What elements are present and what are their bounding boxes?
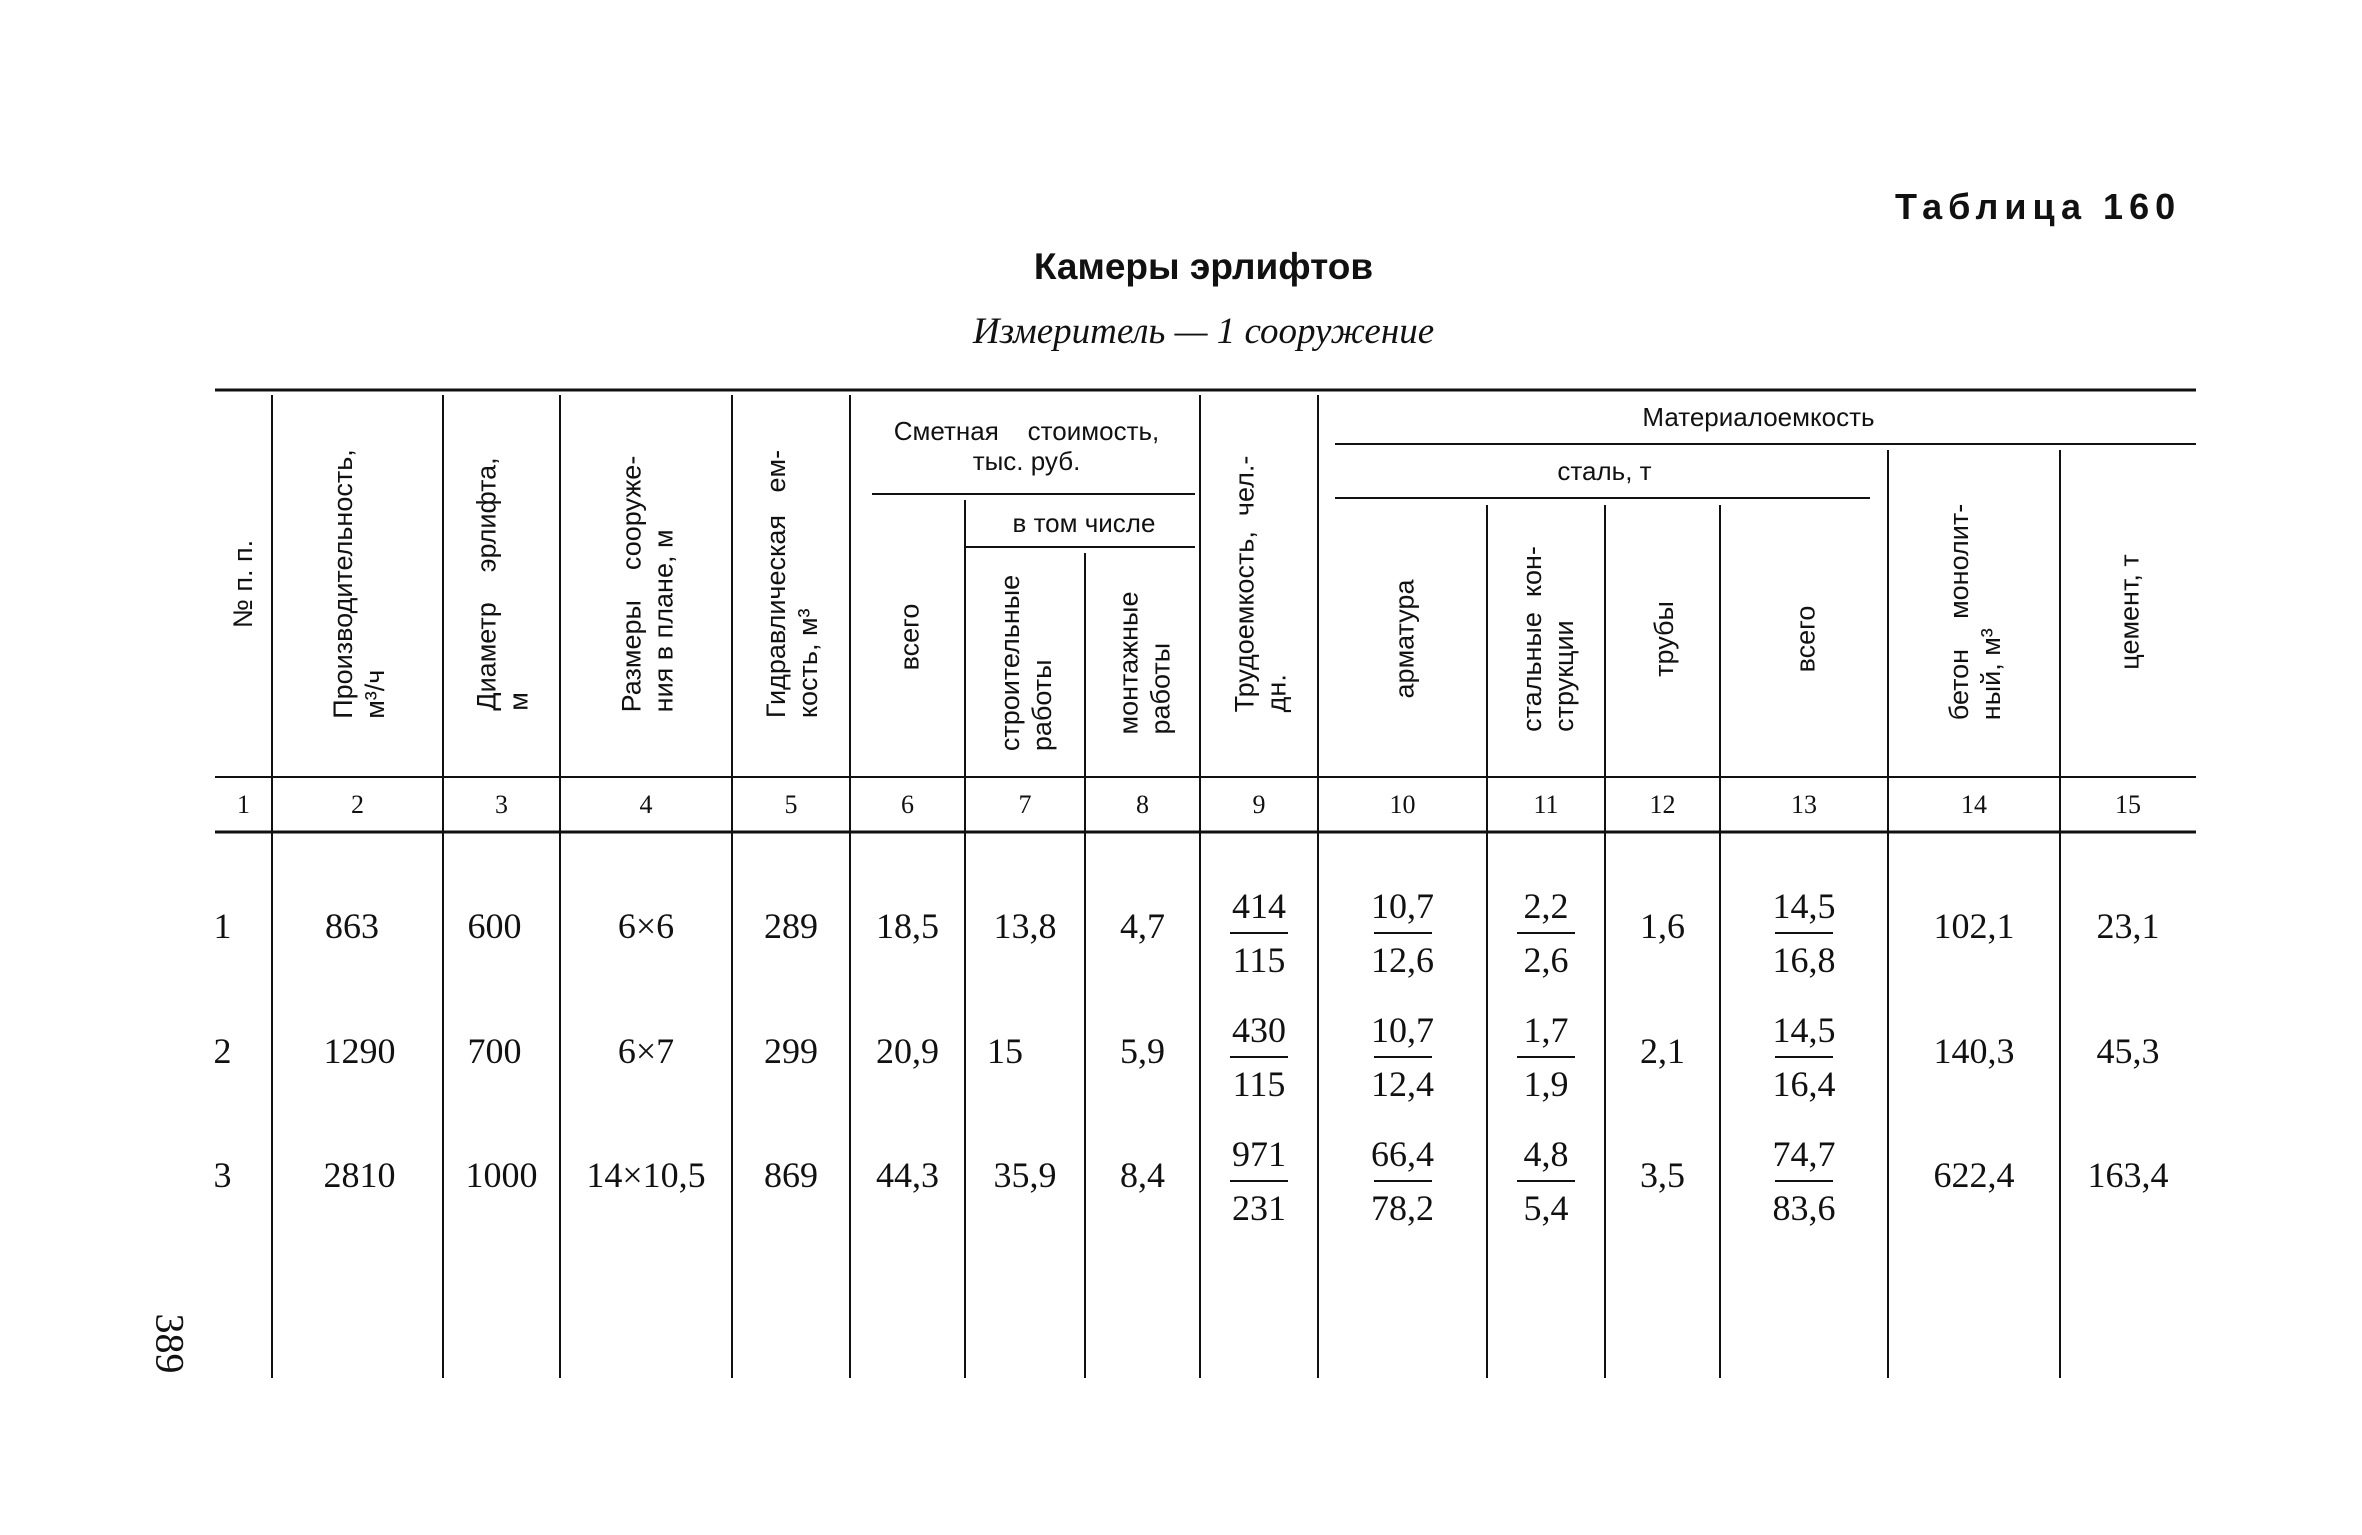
header-reinforcement: арматура [1388,579,1419,699]
cell-diameter: 600 [467,906,522,946]
header-steel-total: всего [1790,605,1821,673]
cell-steel-structures: 4,8 5,4 [1487,1130,1605,1232]
column-number: 1 [237,790,250,819]
column-number: 13 [1791,790,1817,819]
header-steel: сталь, т [1557,456,1652,486]
header-installation-works: монтажные работы [1113,591,1175,735]
header-dimensions: Размеры сооруже- ния в плане, м [616,455,679,713]
header-estimated-cost: Сметная стоимость, тыс. руб. [893,416,1160,476]
cell-labor: 414 115 [1232,886,1286,980]
column-number: 11 [1533,790,1559,819]
column-number: 5 [784,790,798,819]
cell-reinforcement: 10,7 12,4 [1371,1010,1434,1104]
cell-diameter: 1000 [465,1155,538,1195]
table-title: Камеры эрлифтов [1033,246,1374,287]
cell-concrete: 140,3 [1933,1031,2015,1071]
cell-capacity: 289 [764,906,818,946]
cell-labor: 430 115 [1232,1010,1286,1104]
cell-capacity: 869 [764,1155,818,1195]
header-capacity: Гидравлическая ем- кость, м³ [761,449,824,719]
header-construction-works: строительные работы [995,574,1058,752]
column-number: 15 [2115,790,2141,819]
cell-productivity: 2810 [323,1155,396,1195]
page-number: 389 [147,1313,193,1374]
header-material-intensity: Материалоемкость [1642,402,1875,432]
cell-installation: 8,4 [1120,1155,1165,1195]
column-number: 14 [1961,790,1987,819]
cell-dimensions: 14×10,5 [586,1155,706,1195]
cell-steel-total: 14,5 16,4 [1772,1010,1836,1104]
column-number: 7 [1018,790,1032,819]
cell-installation: 5,9 [1120,1031,1165,1071]
cell-steel-structures: 2,2 2,6 [1487,882,1605,984]
cell-cement: 23,1 [2096,906,2160,946]
header-concrete: бетон монолит- ный, м³ [1944,503,2007,720]
cell-cost-total: 18,5 [876,906,939,946]
cell-construction: 13,8 [993,906,1057,946]
header-cost-total: всего [893,603,924,670]
column-number: 6 [901,790,914,819]
cell-reinforcement: 66,4 78,2 [1371,1134,1434,1228]
cell-dimensions: 6×6 [617,906,675,946]
column-number: 12 [1649,790,1676,819]
header-including: в том числе [1012,508,1156,538]
header-pipes: трубы [1648,601,1679,677]
header-diameter: Диаметр эрлифта, м [472,457,534,711]
cell-cement: 163,4 [2087,1155,2169,1195]
cell-concrete: 102,1 [1933,906,2015,946]
cell-cost-total: 44,3 [876,1155,939,1195]
column-number: 9 [1252,790,1266,819]
cell-cost-total: 20,9 [876,1031,939,1071]
column-number: 2 [351,790,364,819]
header-productivity: Производительность, м³/ч [328,449,391,719]
cell-pipes: 2,1 [1640,1031,1685,1071]
cell-construction: 15 [987,1031,1023,1071]
column-number: 10 [1389,790,1416,819]
cell-row-number: 1 [213,906,232,946]
cell-steel-total: 74,7 83,6 [1772,1134,1836,1228]
header-row-number: № п. п. [228,539,259,629]
cell-dimensions: 6×7 [617,1031,675,1071]
table-label: Таблица 160 [1895,186,2182,227]
column-number: 8 [1136,790,1149,819]
cell-steel-total: 14,5 16,8 [1772,886,1836,980]
cell-row-number: 3 [213,1155,232,1195]
header-labor: Трудоемкость, чел.- дн. [1229,455,1292,713]
header-cement: цемент, т [2114,553,2145,670]
header-steel-structures: стальные кон- струкции [1516,546,1579,732]
cell-diameter: 700 [467,1031,522,1071]
cell-pipes: 1,6 [1640,906,1685,946]
cell-pipes: 3,5 [1640,1155,1685,1195]
cell-concrete: 622,4 [1933,1155,2015,1195]
column-number: 3 [495,790,508,819]
cell-capacity: 299 [764,1031,818,1071]
cell-reinforcement: 10,7 12,6 [1371,886,1434,980]
cell-row-number: 2 [213,1031,232,1071]
table-subtitle: Измеритель — 1 сооружение [972,311,1435,352]
cell-construction: 35,9 [993,1155,1057,1195]
column-number: 4 [639,790,653,819]
cell-installation: 4,7 [1120,906,1165,946]
cell-productivity: 1290 [323,1031,396,1071]
cell-productivity: 863 [325,906,379,946]
cell-labor: 971 231 [1232,1134,1286,1228]
cell-cement: 45,3 [2096,1031,2160,1071]
cell-steel-structures: 1,7 1,9 [1487,1006,1605,1108]
